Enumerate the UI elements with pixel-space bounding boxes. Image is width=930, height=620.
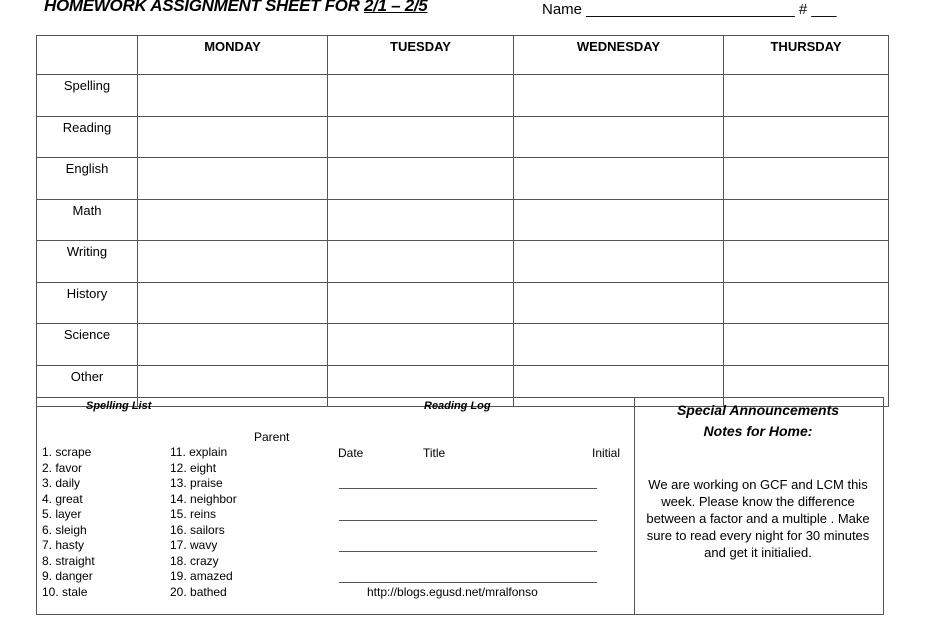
assignment-cell[interactable] (328, 199, 514, 241)
day-header-wednesday: WEDNESDAY (514, 36, 724, 75)
title-dates: 2/1 – 2/5 (364, 0, 428, 15)
list-item: 3. daily (42, 476, 81, 490)
assignment-cell[interactable] (328, 158, 514, 200)
list-item: 19. amazed (170, 569, 233, 583)
list-item: 4. great (42, 491, 83, 506)
assignment-cell[interactable] (138, 116, 328, 158)
list-item: 9. danger (42, 569, 93, 583)
list-item: 6. sleigh (42, 522, 87, 537)
log-entry-line[interactable] (339, 551, 597, 552)
announcements-title-line-2: Notes for Home: (703, 423, 813, 439)
date-label: Date (338, 446, 364, 460)
assignment-cell[interactable] (724, 116, 889, 158)
subject-label: Math (37, 199, 138, 241)
title-label: Title (423, 446, 446, 460)
assignment-cell[interactable] (328, 75, 514, 117)
name-field[interactable]: Name _________________________ # ___ (542, 1, 837, 18)
day-header-thursday: THURSDAY (724, 36, 889, 75)
list-item: 10. stale (42, 584, 88, 599)
spelling-words-column-2 (170, 445, 237, 600)
assignment-cell[interactable] (514, 282, 724, 324)
assignment-cell[interactable] (724, 75, 889, 117)
table-row (37, 241, 889, 283)
list-item: 5. layer (42, 507, 82, 521)
subject-label: Writing (37, 241, 138, 283)
header-row (37, 36, 889, 75)
subject-label: Other (37, 365, 138, 407)
subject-label: Reading (37, 116, 138, 158)
list-item: 18. crazy (170, 553, 219, 568)
list-item: 8. straight (42, 553, 95, 568)
assignment-cell[interactable] (514, 241, 724, 283)
assignment-cell[interactable] (138, 324, 328, 366)
assignment-cell[interactable] (724, 199, 889, 241)
assignment-cell[interactable] (138, 241, 328, 283)
assignment-cell[interactable] (328, 282, 514, 324)
subject-label: English (37, 158, 138, 200)
assignment-cell[interactable] (724, 241, 889, 283)
list-item: 15. reins (170, 507, 217, 521)
blog-url: http://blogs.egusd.net/mralfonso (367, 585, 538, 599)
assignment-cell[interactable] (514, 324, 724, 366)
list-item: 16. sailors (170, 522, 225, 537)
list-item: 13. praise (170, 476, 223, 490)
assignment-cell[interactable] (138, 158, 328, 200)
announcements-title (642, 400, 874, 442)
log-entry-line[interactable] (339, 488, 597, 489)
parent-label: Parent (254, 430, 290, 444)
subject-label: Science (37, 324, 138, 366)
list-item: 2. favor (42, 460, 83, 475)
assignment-cell[interactable] (514, 158, 724, 200)
list-item: 17. wavy (170, 538, 218, 552)
homework-schedule-table (36, 35, 889, 407)
list-item: 12. eight (170, 460, 217, 475)
assignment-cell[interactable] (724, 158, 889, 200)
reading-log-heading: Reading Log (424, 400, 491, 412)
table-row (37, 158, 889, 200)
list-item: 1. scrape (42, 445, 92, 459)
subject-label: Spelling (37, 75, 138, 117)
list-item: 11. explain (170, 445, 228, 459)
announcements-title-line-1: Special Announcements (676, 402, 840, 418)
assignment-cell[interactable] (138, 282, 328, 324)
announcements-body: We are working on GCF and LCM this week. Please know the difference between a factor and a multiple . Make sure to read every night for 30 minutes and get it initialied. (646, 477, 870, 560)
list-item: 14. neighbor (170, 491, 237, 506)
list-item: 20. bathed (170, 584, 227, 599)
list-item: 7. hasty (42, 538, 85, 552)
assignment-cell[interactable] (514, 199, 724, 241)
table-row (37, 282, 889, 324)
subject-label: History (37, 282, 138, 324)
section-divider (634, 398, 635, 614)
assignment-cell[interactable] (514, 75, 724, 117)
initial-label: Initial (592, 446, 621, 460)
assignment-cell[interactable] (328, 241, 514, 283)
assignment-cell[interactable] (328, 116, 514, 158)
assignment-cell[interactable] (724, 324, 889, 366)
assignment-cell[interactable] (514, 116, 724, 158)
log-entry-line[interactable] (339, 582, 597, 583)
assignment-cell[interactable] (138, 75, 328, 117)
day-header-tuesday: TUESDAY (328, 36, 514, 75)
assignment-cell[interactable] (328, 324, 514, 366)
table-row (37, 199, 889, 241)
table-row (37, 116, 889, 158)
assignment-cell[interactable] (138, 199, 328, 241)
spelling-list-heading: Spelling List (86, 400, 152, 412)
spelling-words-column-1 (42, 445, 95, 600)
assignment-cell[interactable] (724, 282, 889, 324)
day-header-monday: MONDAY (138, 36, 328, 75)
table-row (37, 75, 889, 117)
log-entry-line[interactable] (339, 520, 597, 521)
title-prefix: HOMEWORK ASSIGNMENT SHEET FOR (44, 0, 364, 15)
table-row (37, 324, 889, 366)
corner-cell (37, 36, 138, 75)
sheet-title (44, 0, 427, 16)
